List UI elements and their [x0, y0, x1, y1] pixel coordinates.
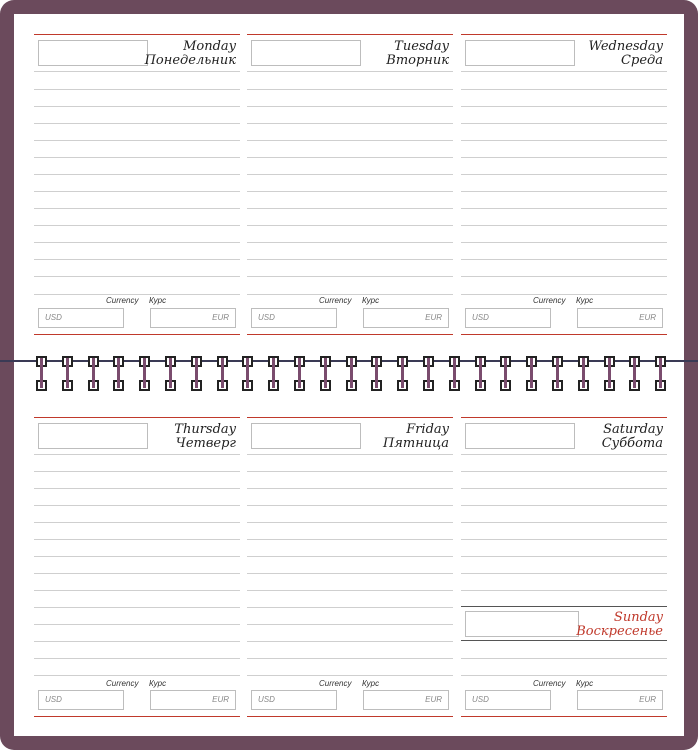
note-line [247, 641, 453, 642]
note-line [34, 522, 240, 523]
day-column-thursday [34, 398, 240, 728]
header-rule [34, 34, 240, 35]
binding-ring [113, 354, 124, 394]
eur-rate-input[interactable]: EUR [150, 308, 236, 328]
eur-rate-input[interactable]: EUR [150, 690, 236, 710]
note-line [247, 225, 453, 226]
binding-ring [139, 354, 150, 394]
note-line [461, 658, 667, 659]
day-column-wednesday [461, 14, 667, 344]
kurs-label: Курс [362, 679, 380, 688]
date-input[interactable] [251, 40, 361, 66]
note-line [461, 106, 667, 107]
binding-ring [268, 354, 279, 394]
day-name-en: Wednesday [588, 39, 663, 54]
note-line [247, 191, 453, 192]
note-line [247, 658, 453, 659]
currency-label: Currency [319, 679, 352, 688]
note-line [461, 225, 667, 226]
note-line [461, 191, 667, 192]
note-line [247, 488, 453, 489]
day-label-saturday [602, 423, 663, 451]
binding-ring [552, 354, 563, 394]
note-line [34, 505, 240, 506]
usd-rate-input[interactable]: USD [251, 690, 337, 710]
note-line [461, 140, 667, 141]
header-rule [247, 34, 453, 35]
note-line [247, 539, 453, 540]
day-column-weekend [461, 398, 667, 728]
footer-rule [461, 716, 667, 717]
binding-ring [423, 354, 434, 394]
note-line [34, 276, 240, 277]
note-line [461, 675, 667, 676]
note-line [34, 641, 240, 642]
note-line [247, 106, 453, 107]
footer-rule [247, 334, 453, 335]
note-line [461, 556, 667, 557]
note-line [34, 89, 240, 90]
note-line [461, 208, 667, 209]
note-line [34, 539, 240, 540]
binding-ring [604, 354, 615, 394]
usd-rate-input[interactable]: USD [38, 690, 124, 710]
note-line [34, 140, 240, 141]
note-line [461, 71, 667, 72]
currency-label: Currency [533, 679, 566, 688]
note-line [247, 556, 453, 557]
kurs-label: Курс [576, 679, 594, 688]
binding-ring [88, 354, 99, 394]
day-label [386, 40, 449, 68]
note-line [247, 123, 453, 124]
usd-rate-input[interactable]: USD [465, 308, 551, 328]
day-name-ru: Понедельник [144, 53, 236, 68]
binding-ring [191, 354, 202, 394]
binding-ring [629, 354, 640, 394]
binding-ring [294, 354, 305, 394]
note-line [34, 590, 240, 591]
date-input[interactable] [465, 40, 575, 66]
header-rule [247, 417, 453, 418]
date-input[interactable] [38, 40, 148, 66]
currency-label: Currency [106, 296, 139, 305]
usd-rate-input[interactable]: USD [251, 308, 337, 328]
note-line [34, 259, 240, 260]
note-line [461, 242, 667, 243]
day-name-en: Friday [406, 422, 449, 437]
note-line [247, 71, 453, 72]
binding-ring [242, 354, 253, 394]
eur-rate-input[interactable]: EUR [363, 308, 449, 328]
note-line [34, 191, 240, 192]
day-name-en: Saturday [603, 422, 663, 437]
note-line [34, 658, 240, 659]
note-line [34, 157, 240, 158]
binding-ring [165, 354, 176, 394]
usd-rate-input[interactable]: USD [465, 690, 551, 710]
note-line [461, 174, 667, 175]
note-line [34, 556, 240, 557]
note-line [247, 454, 453, 455]
binding-ring [346, 354, 357, 394]
note-line [34, 71, 240, 72]
binding-ring [36, 354, 47, 394]
note-line [247, 505, 453, 506]
note-line [34, 123, 240, 124]
note-line [34, 225, 240, 226]
footer-rule [34, 716, 240, 717]
date-input[interactable] [38, 423, 148, 449]
note-line [34, 471, 240, 472]
note-line [34, 454, 240, 455]
usd-rate-input[interactable]: USD [38, 308, 124, 328]
day-label [174, 423, 236, 451]
note-line [247, 242, 453, 243]
binding-ring [449, 354, 460, 394]
note-line [461, 505, 667, 506]
note-line [34, 208, 240, 209]
note-line [247, 607, 453, 608]
note-line [247, 89, 453, 90]
day-name-ru: Воскресенье [576, 624, 663, 639]
kurs-label: Курс [149, 296, 167, 305]
note-line [247, 174, 453, 175]
note-line [247, 471, 453, 472]
day-name-en: Thursday [174, 422, 236, 437]
note-line [247, 157, 453, 158]
note-line [461, 522, 667, 523]
day-label [145, 40, 236, 68]
binding-ring [475, 354, 486, 394]
sunday-divider [461, 606, 667, 607]
day-name-ru: Суббота [601, 436, 663, 451]
note-line [461, 276, 667, 277]
currency-label: Currency [319, 296, 352, 305]
note-line [247, 675, 453, 676]
sunday-header-rule [461, 640, 667, 641]
header-rule [461, 417, 667, 418]
binding-ring [655, 354, 666, 394]
note-line [461, 471, 667, 472]
binding-ring [397, 354, 408, 394]
note-line [34, 607, 240, 608]
day-name-en: Monday [183, 39, 236, 54]
note-line [34, 174, 240, 175]
day-column-tuesday [247, 14, 453, 344]
note-line [461, 488, 667, 489]
note-line [34, 573, 240, 574]
note-line [247, 573, 453, 574]
note-line [34, 675, 240, 676]
note-line [247, 259, 453, 260]
footer-rule [34, 334, 240, 335]
eur-rate-input[interactable]: EUR [577, 690, 663, 710]
day-column-monday [34, 14, 240, 344]
day-name-en: Sunday [613, 610, 663, 625]
note-line [461, 259, 667, 260]
day-label-sunday [576, 611, 663, 639]
day-name-en: Tuesday [394, 39, 449, 54]
footer-rule [247, 716, 453, 717]
date-input-saturday[interactable] [465, 423, 575, 449]
note-line [247, 140, 453, 141]
binding-ring [500, 354, 511, 394]
note-line [247, 276, 453, 277]
note-line [247, 624, 453, 625]
header-rule [461, 34, 667, 35]
binding-ring [62, 354, 73, 394]
note-line [247, 522, 453, 523]
note-line [247, 590, 453, 591]
kurs-label: Курс [362, 296, 380, 305]
eur-rate-input[interactable]: EUR [577, 308, 663, 328]
note-line [461, 539, 667, 540]
note-line [461, 573, 667, 574]
binding-ring [578, 354, 589, 394]
currency-label: Currency [533, 296, 566, 305]
note-line [461, 89, 667, 90]
day-name-ru: Четверг [175, 436, 236, 451]
note-line [34, 106, 240, 107]
day-column-friday [247, 398, 453, 728]
binding-ring [320, 354, 331, 394]
kurs-label: Курс [576, 296, 594, 305]
currency-label: Currency [106, 679, 139, 688]
note-line [247, 208, 453, 209]
day-label [383, 423, 449, 451]
note-line [34, 624, 240, 625]
binding-ring [526, 354, 537, 394]
day-label [589, 40, 663, 68]
note-line [461, 454, 667, 455]
binding-ring [217, 354, 228, 394]
header-rule [34, 417, 240, 418]
note-line [461, 294, 667, 295]
binding-ring [371, 354, 382, 394]
eur-rate-input[interactable]: EUR [363, 690, 449, 710]
note-line [461, 590, 667, 591]
date-input[interactable] [251, 423, 361, 449]
note-line [34, 488, 240, 489]
day-name-ru: Пятница [382, 436, 449, 451]
note-line [34, 294, 240, 295]
date-input-sunday[interactable] [465, 611, 579, 637]
kurs-label: Курс [149, 679, 167, 688]
day-name-ru: Вторник [386, 53, 449, 68]
note-line [247, 294, 453, 295]
day-name-ru: Среда [621, 53, 663, 68]
note-line [461, 157, 667, 158]
note-line [34, 242, 240, 243]
footer-rule [461, 334, 667, 335]
note-line [461, 123, 667, 124]
